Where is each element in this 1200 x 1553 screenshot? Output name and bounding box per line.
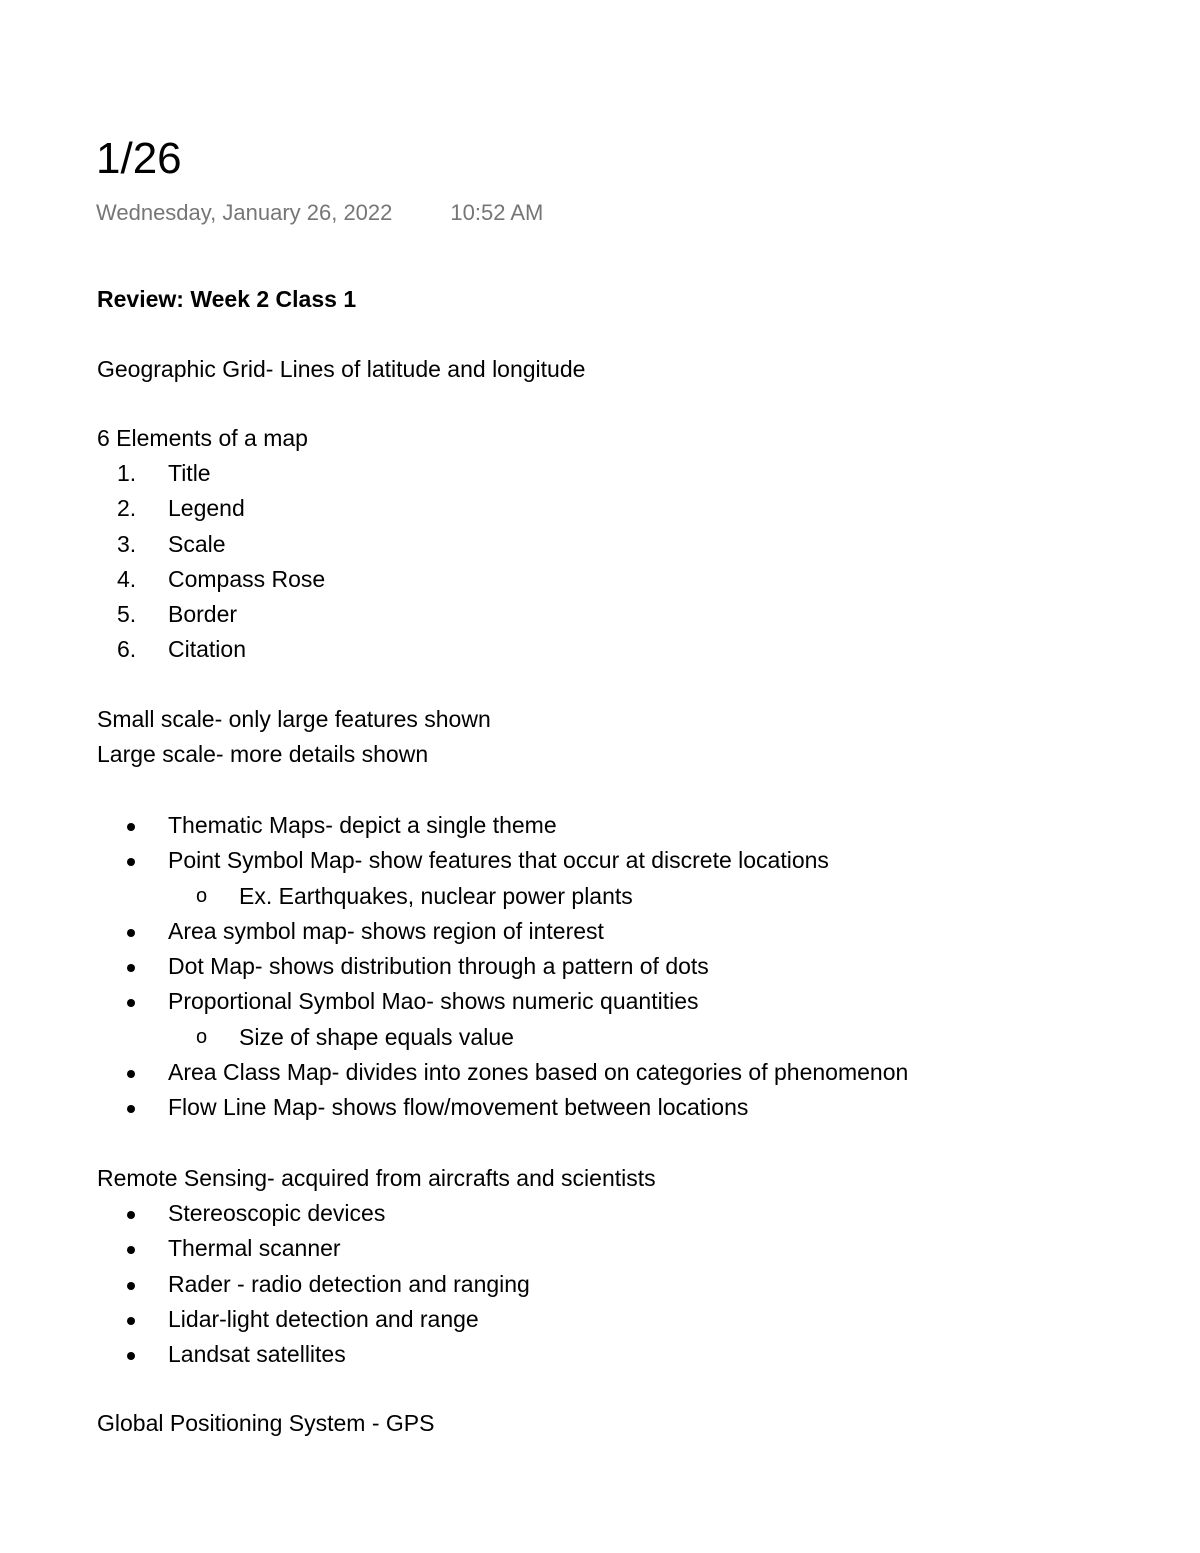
list-item [97, 1231, 530, 1266]
list-number: 5. [117, 601, 137, 628]
bullet-icon [127, 1246, 135, 1254]
list-item [97, 597, 325, 632]
list-item [97, 1196, 530, 1231]
list-item-text: Compass Rose [168, 565, 326, 592]
list-number: 2. [117, 495, 137, 522]
list-number: 4. [117, 565, 137, 592]
geographic-grid-line: Geographic Grid- Lines of latitude and longitude [97, 356, 586, 382]
list-item [97, 1302, 530, 1337]
list-item [97, 808, 908, 843]
list-item [97, 949, 908, 984]
list-item-text: Thermal scanner [168, 1235, 341, 1262]
list-item [97, 984, 908, 1019]
list-item-text: Citation [168, 636, 246, 663]
list-number: 6. [117, 636, 137, 663]
note-timestamp [96, 198, 543, 228]
bullet-icon [127, 964, 135, 972]
bullet-icon [127, 1105, 135, 1113]
small-scale-line: Small scale- only large features shown [97, 706, 491, 732]
map-types-list [97, 808, 908, 1126]
list-item-text: Dot Map- shows distribution through a pattern of dots [168, 953, 709, 980]
elements-list [97, 456, 325, 668]
list-item [97, 527, 325, 562]
list-item-text: Area symbol map- shows region of interest [168, 917, 604, 944]
circle-bullet-icon: o [196, 1025, 208, 1048]
list-item [97, 1055, 908, 1090]
list-item [97, 456, 325, 491]
list-item-text: Thematic Maps- depict a single theme [168, 812, 557, 838]
list-number: 3. [117, 530, 137, 557]
list-item [97, 1267, 530, 1302]
elements-heading: 6 Elements of a map [97, 425, 308, 451]
list-item [97, 491, 325, 526]
list-item [97, 562, 325, 597]
bullet-icon [127, 1282, 135, 1290]
list-item [97, 843, 908, 878]
list-item-text: Title [168, 460, 211, 486]
sub-list-item [97, 879, 908, 914]
note-time: 10:52 AM [450, 200, 544, 225]
list-item [97, 1090, 908, 1125]
remote-sensing-line: Remote Sensing- acquired from aircrafts and scientists [97, 1165, 656, 1191]
list-item [97, 1337, 530, 1372]
bullet-icon [127, 1352, 135, 1360]
bullet-icon [127, 1317, 135, 1325]
list-item-text: Legend [168, 495, 245, 522]
list-item-text: Rader - radio detection and ranging [168, 1270, 530, 1297]
list-item-text: Landsat satellites [168, 1341, 346, 1368]
large-scale-line: Large scale- more details shown [97, 741, 429, 767]
list-number: 1. [117, 460, 137, 486]
gps-line: Global Positioning System - GPS [97, 1410, 435, 1436]
list-item [97, 914, 908, 949]
list-item-text: Scale [168, 530, 226, 557]
list-item-text: Proportional Symbol Mao- shows numeric quantities [168, 988, 699, 1015]
circle-bullet-icon: o [196, 884, 208, 907]
list-item [97, 632, 325, 667]
bullet-icon [127, 823, 135, 831]
page-title: 1/26 [96, 134, 182, 183]
list-item-text: Stereoscopic devices [168, 1200, 386, 1226]
list-item-text: Area Class Map- divides into zones based on categories of phenomenon [168, 1059, 909, 1086]
remote-sensing-list [97, 1196, 530, 1372]
list-item-text: Border [168, 601, 238, 628]
list-item-text: Size of shape equals value [239, 1023, 514, 1050]
list-item-text: Point Symbol Map- show features that occur at discrete locations [168, 847, 829, 874]
sub-list-item [97, 1020, 908, 1055]
list-item-text: Lidar-light detection and range [168, 1305, 479, 1332]
bullet-icon [127, 999, 135, 1007]
bullet-icon [127, 929, 135, 937]
bullet-icon [127, 858, 135, 866]
list-item-text: Ex. Earthquakes, nuclear power plants [239, 882, 633, 909]
review-heading: Review: Week 2 Class 1 [97, 286, 357, 312]
bullet-icon [127, 1070, 135, 1078]
list-item-text: Flow Line Map- shows flow/movement between locations [168, 1094, 749, 1121]
note-date: Wednesday, January 26, 2022 [96, 200, 393, 225]
bullet-icon [127, 1211, 135, 1219]
